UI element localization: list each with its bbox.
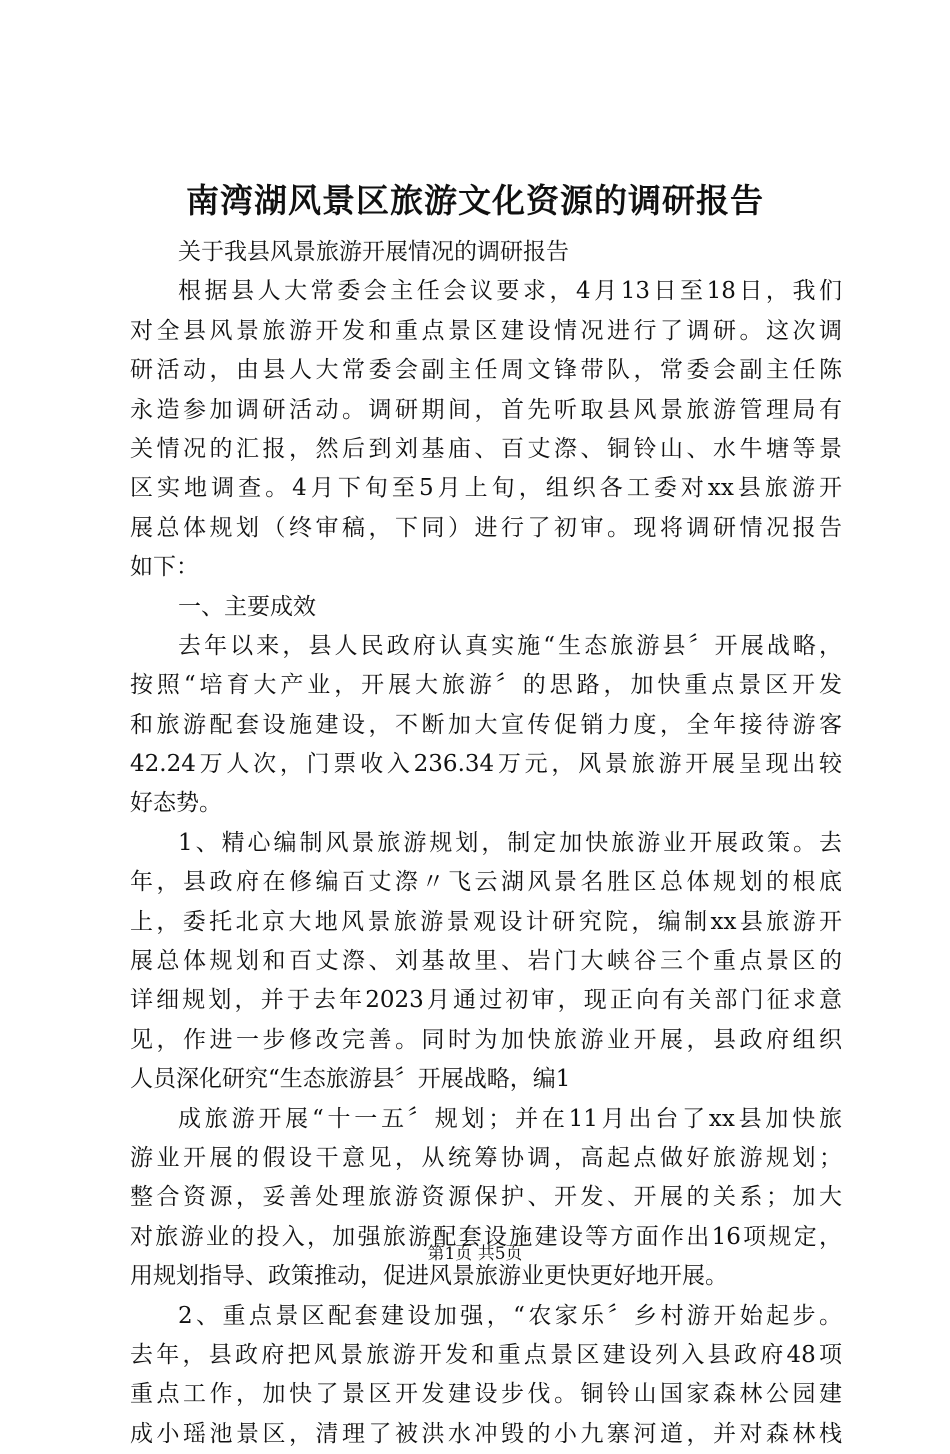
paragraph-line: 年，县政府在修编百丈漈〃飞云湖风景名胜区总体规划的根底 xyxy=(130,869,842,896)
paragraph-line: 人员深化研究“生态旅游县〞开展战略，编1 xyxy=(130,1066,571,1093)
paragraph-line: 42.24万人次，门票收入236.34万元，风景旅游开展呈现出较 xyxy=(130,751,842,778)
paragraph-line: 成旅游开展“十一五〞规划；并在11月出台了xx县加快旅 xyxy=(178,1105,842,1132)
paragraph-line: 区实地调查。4月下旬至5月上旬，组织各工委对xx县旅游开 xyxy=(130,475,842,502)
paragraph-line: 用规划指导、政策推动，促进风景旅游业更快更好地开展。 xyxy=(130,1263,728,1290)
paragraph-line: 好态势。 xyxy=(130,790,222,817)
section-heading: 一、主要成效 xyxy=(178,593,316,620)
paragraph-line: 见，作进一步修改完善。同时为加快旅游业开展，县政府组织 xyxy=(130,1026,842,1053)
page-number-footer: 第1页 共5页 xyxy=(427,1244,523,1264)
paragraph-line: 上，委托北京大地风景旅游景观设计研究院，编制xx县旅游开 xyxy=(130,908,842,935)
paragraph-line: 和旅游配套设施建设，不断加大宣传促销力度，全年接待游客 xyxy=(130,711,842,738)
paragraph-line: 关情况的汇报，然后到刘基庙、百丈漈、铜铃山、水牛塘等景 xyxy=(130,435,842,462)
paragraph-line: 永造参加调研活动。调研期间，首先听取县风景旅游管理局有 xyxy=(130,396,842,423)
paragraph-line: 去年以来，县人民政府认真实施“生态旅游县〞开展战略， xyxy=(178,632,842,659)
paragraph-line: 根据县人大常委会主任会议要求，4月13日至18日，我们 xyxy=(178,278,842,305)
paragraph-line: 2、重点景区配套建设加强，“农家乐〞乡村游开始起步。 xyxy=(178,1302,842,1329)
paragraph-line: 成小瑶池景区，清理了被洪水冲毁的小九寨河道，并对森林栈 xyxy=(130,1420,842,1447)
document-body xyxy=(130,233,842,1454)
document-title: 南湾湖风景区旅游文化资源的调研报告 xyxy=(186,181,764,220)
paragraph-line: 去年，县政府把风景旅游开发和重点景区建设列入县政府48项 xyxy=(130,1341,842,1368)
subtitle-line: 关于我县风景旅游开展情况的调研报告 xyxy=(178,239,569,265)
paragraph-line: 1、精心编制风景旅游规划，制定加快旅游业开展政策。去 xyxy=(178,829,842,856)
paragraph-line: 展总体规划（终审稿，下同）进行了初审。现将调研情况报告 xyxy=(130,514,842,541)
paragraph-line: 对旅游业的投入，加强旅游配套设施建设等方面作出16项规定， xyxy=(130,1223,842,1250)
paragraph-line: 研活动，由县人大常委会副主任周文锋带队，常委会副主任陈 xyxy=(130,357,842,384)
paragraph-line: 整合资源，妥善处理旅游资源保护、开发、开展的关系；加大 xyxy=(130,1184,842,1211)
paragraph-line: 游业开展的假设干意见，从统筹协调，高起点做好旅游规划； xyxy=(130,1144,842,1171)
paragraph-line: 展总体规划和百丈漈、刘基故里、岩门大峡谷三个重点景区的 xyxy=(130,948,842,975)
paragraph-line: 对全县风景旅游开发和重点景区建设情况进行了调研。这次调 xyxy=(130,317,842,344)
paragraph-line: 按照“培育大产业，开展大旅游〞的思路，加快重点景区开发 xyxy=(130,672,842,699)
paragraph-line: 如下： xyxy=(130,554,199,581)
paragraph-line: 重点工作，加快了景区开发建设步伐。铜铃山国家森林公园建 xyxy=(130,1381,842,1408)
paragraph-line: 详细规划，并于去年2023月通过初审，现正向有关部门征求意 xyxy=(130,987,842,1014)
